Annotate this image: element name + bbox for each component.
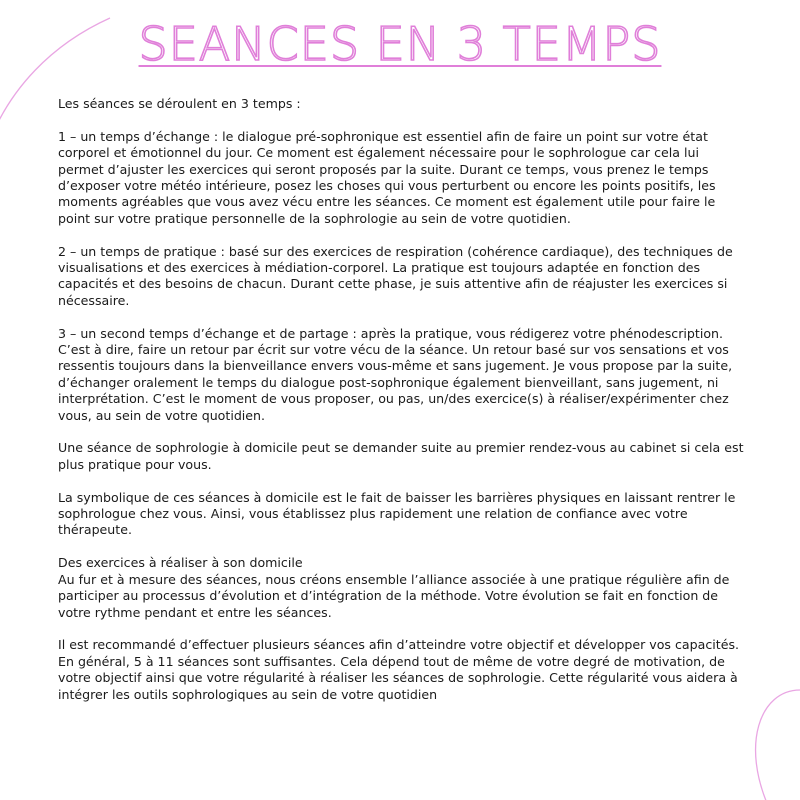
paragraph <box>58 244 748 310</box>
paragraph <box>58 96 748 112</box>
paragraph <box>58 326 748 424</box>
paragraph-line: Une séance de sophrologie à domicile peut se demander suite au premier rendez-vous au cabinet si cela est plus pratique pour vous. <box>58 440 744 472</box>
paragraph <box>58 490 748 539</box>
page-title: SEANCES EN 3 TEMPS <box>138 17 662 71</box>
paragraph-line: Il est recommandé d’effectuer plusieurs séances afin d’atteindre votre objectif et développer vos capacités. En général, 5 à 11 séances sont suffisantes. Cela dépend tout de même de votre degré de motivation, de votre objectif ainsi que votre régularité à réaliser les séances de sophrologie. Cette régularité vous aidera à intégrer les outils sophrologiques au sein de votre quotidien <box>58 637 740 702</box>
paragraph-line: Des exercices à réaliser à son domicile <box>58 555 303 571</box>
bottom-right-curve <box>756 690 800 800</box>
body-text <box>58 96 748 719</box>
paragraph-line: La symbolique de ces séances à domicile est le fait de baisser les barrières physiques en laissant rentrer le sophrologue chez vous. Ainsi, vous établissez plus rapidement une relation de confiance avec votre thérapeute. <box>58 489 736 538</box>
paragraph-line: 1 – un temps d’échange : le dialogue pré-sophronique est essentiel afin de faire un point sur votre état corporel et émotionnel du jour. Ce moment est également nécessaire pour le sophrologue car cela lui permet d’ajuster les exercices qui seront proposés par la suite. Durant ce temps, vous prenez le temps d’exposer votre météo intérieure, posez les choses qui vous perturbent ou encore les points positifs, les moments agréables que vous avez vécu entre les séances. Ce moment est également utile pour faire le point sur votre pratique personnelle de la sophrologie au sein de votre quotidien. <box>58 128 716 226</box>
paragraph-line: 3 – un second temps d’échange et de partage : après la pratique, vous rédigerez votre phénodescription. C’est à dire, faire un retour par écrit sur votre vécu de la séance. Un retour basé sur vos sensations et vos ressentis toujours dans la bienveillance envers vous-même et sans jugement. Je vous propose par la suite, d’échanger oralement le temps du dialogue post-sophronique également bienveillant, sans jugement, ni interprétation. C’est le moment de vous proposer, ou pas, un/des exercice(s) à réaliser/expérimenter chez vous, au sein de votre quotidien. <box>58 325 733 423</box>
paragraph <box>58 440 748 473</box>
header <box>0 16 800 72</box>
paragraph-line: Au fur et à mesure des séances, nous créons ensemble l’alliance associée à une pratique régulière afin de participer au processus d’évolution et d’intégration de la méthode. Votre évolution se fait en fonction de votre rythme pendant et entre les séances. <box>58 571 730 620</box>
paragraph-line: Les séances se déroulent en 3 temps : <box>58 96 301 111</box>
paragraph <box>58 637 748 703</box>
paragraph <box>58 129 748 227</box>
paragraph <box>58 555 748 621</box>
paragraph-line: 2 – un temps de pratique : basé sur des exercices de respiration (cohérence cardiaque), des techniques de visualisations et des exercices à médiation-corporel. La pratique est toujours adaptée en fonction des capacités et des besoins de chacun. Durant cette phase, je suis attentive afin de réajuster les exercices si nécessaire. <box>58 243 733 308</box>
